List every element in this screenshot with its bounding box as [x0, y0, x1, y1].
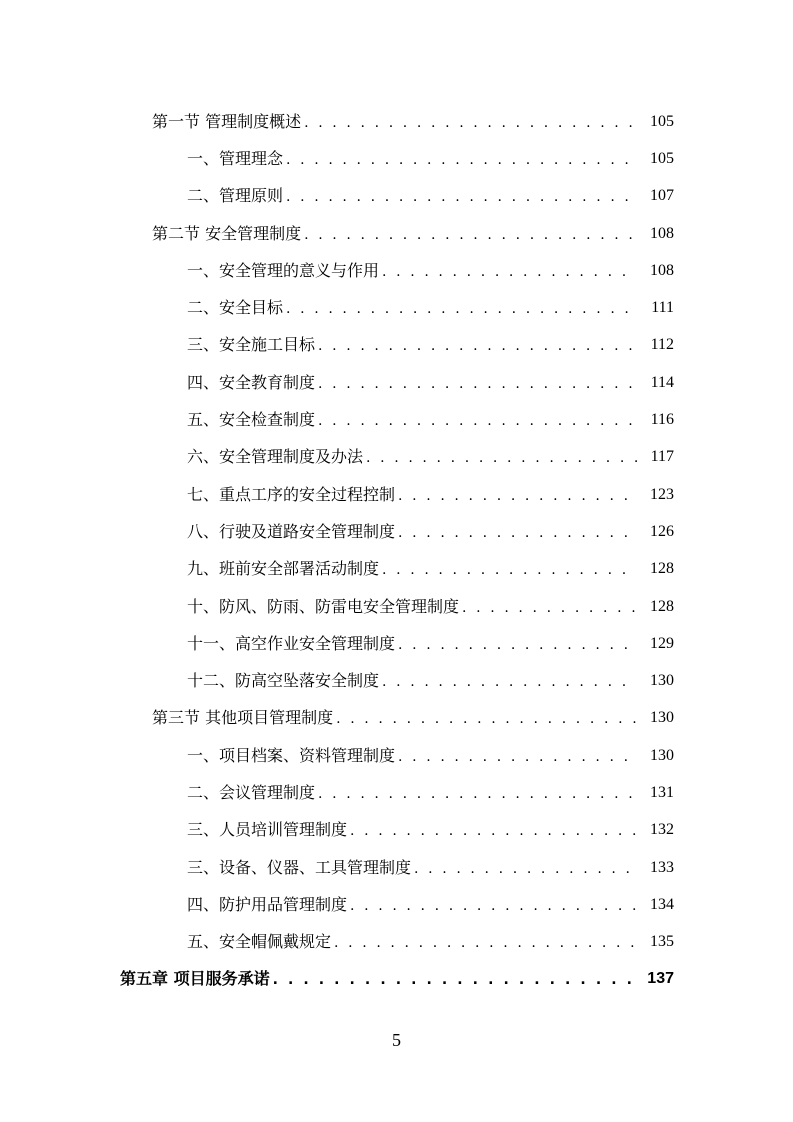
- toc-entry-title: 第一节 管理制度概述: [152, 111, 302, 131]
- toc-entry-title: 二、安全目标: [187, 298, 284, 318]
- dot-leader: [318, 374, 637, 394]
- toc-entry-page: 135: [650, 933, 674, 951]
- toc-entry-section[interactable]: [0, 215, 793, 252]
- toc-entry-title: 七、重点工序的安全过程控制: [187, 484, 396, 504]
- toc-entry-item[interactable]: [0, 551, 793, 588]
- dot-leader: [350, 821, 637, 841]
- toc-entry-item[interactable]: [0, 924, 793, 961]
- dot-leader: [286, 299, 637, 319]
- toc-entry-item[interactable]: [0, 625, 793, 662]
- dot-leader: [318, 336, 637, 356]
- toc-entry-title: 四、防护用品管理制度: [187, 894, 348, 914]
- toc-entry-page: 108: [650, 224, 674, 242]
- toc-entry-page: 130: [650, 672, 674, 690]
- toc-entry-chapter[interactable]: [0, 961, 793, 998]
- toc-entry-item[interactable]: [0, 439, 793, 476]
- toc-entry-page: 134: [650, 895, 674, 913]
- toc-entry-title: 第二节 安全管理制度: [152, 223, 302, 243]
- toc-entry-page: 129: [650, 634, 674, 652]
- toc-entry-title: 五、安全检查制度: [187, 410, 316, 430]
- toc-entry-page: 137: [647, 970, 674, 988]
- toc-entry-item[interactable]: [0, 737, 793, 774]
- toc-entry-item[interactable]: [0, 849, 793, 886]
- toc-entry-item[interactable]: [0, 252, 793, 289]
- toc-entry-title: 五、安全帽佩戴规定: [187, 932, 332, 952]
- dot-leader: [398, 747, 637, 767]
- toc-entry-page: 117: [650, 448, 674, 466]
- toc-entry-item[interactable]: [0, 178, 793, 215]
- toc-entry-page: 128: [650, 560, 674, 578]
- toc-entry-title: 六、安全管理制度及办法: [187, 447, 364, 467]
- dot-leader: [398, 486, 637, 506]
- toc-entry-section[interactable]: [0, 700, 793, 737]
- dot-leader: [366, 448, 637, 468]
- dot-leader: [318, 411, 637, 431]
- toc-entry-title: 三、安全施工目标: [187, 335, 316, 355]
- dot-leader: [414, 859, 637, 879]
- toc-entry-item[interactable]: [0, 513, 793, 550]
- toc-entry-item[interactable]: [0, 886, 793, 923]
- dot-leader: [336, 709, 637, 729]
- toc-entry-title: 十二、防高空坠落安全制度: [187, 671, 380, 691]
- toc-entry-item[interactable]: [0, 588, 793, 625]
- toc-entry-page: 116: [650, 411, 674, 429]
- toc-entry-title: 九、班前安全部署活动制度: [187, 559, 380, 579]
- toc-entry-item[interactable]: [0, 662, 793, 699]
- toc-entry-page: 130: [650, 709, 674, 727]
- dot-leader: [273, 970, 637, 990]
- toc-entry-page: 123: [650, 485, 674, 503]
- dot-leader: [334, 933, 637, 953]
- dot-leader: [382, 672, 637, 692]
- toc-entry-item[interactable]: [0, 364, 793, 401]
- dot-leader: [304, 225, 637, 245]
- toc-entry-title: 十一、高空作业安全管理制度: [187, 633, 396, 653]
- dot-leader: [398, 523, 637, 543]
- toc-entry-item[interactable]: [0, 476, 793, 513]
- toc-entry-item[interactable]: [0, 140, 793, 177]
- dot-leader: [382, 560, 637, 580]
- toc-entry-page: 114: [650, 373, 674, 391]
- toc-entry-page: 112: [650, 336, 674, 354]
- toc-entry-title: 第三节 其他项目管理制度: [152, 708, 334, 728]
- toc-entry-page: 108: [650, 261, 674, 279]
- toc-entry-title: 二、会议管理制度: [187, 782, 316, 802]
- toc-entry-page: 132: [650, 821, 674, 839]
- dot-leader: [382, 262, 637, 282]
- toc-entry-title: 二、管理原则: [187, 186, 284, 206]
- toc-entry-title: 一、管理理念: [187, 148, 284, 168]
- toc-entry-item[interactable]: [0, 812, 793, 849]
- toc-entry-title: 三、人员培训管理制度: [187, 820, 348, 840]
- toc-entry-item[interactable]: [0, 401, 793, 438]
- toc-entry-title: 第五章 项目服务承诺: [120, 969, 270, 989]
- toc-entry-page: 128: [650, 597, 674, 615]
- toc-entry-title: 一、安全管理的意义与作用: [187, 260, 380, 280]
- toc-entry-item[interactable]: [0, 327, 793, 364]
- toc-entry-item[interactable]: [0, 774, 793, 811]
- toc-entry-page: 130: [650, 746, 674, 764]
- dot-leader: [318, 784, 637, 804]
- table-of-contents: [0, 103, 793, 998]
- toc-entry-page: 111: [651, 299, 674, 317]
- toc-entry-page: 105: [650, 112, 674, 130]
- dot-leader: [286, 150, 637, 170]
- dot-leader: [304, 113, 637, 133]
- toc-entry-page: 133: [650, 858, 674, 876]
- dot-leader: [462, 598, 637, 618]
- toc-entry-title: 四、安全教育制度: [187, 372, 316, 392]
- toc-entry-section[interactable]: [0, 103, 793, 140]
- toc-entry-item[interactable]: [0, 289, 793, 326]
- dot-leader: [398, 635, 637, 655]
- toc-entry-title: 三、设备、仪器、工具管理制度: [187, 857, 412, 877]
- toc-entry-page: 131: [650, 783, 674, 801]
- toc-entry-page: 105: [650, 149, 674, 167]
- toc-entry-title: 八、行驶及道路安全管理制度: [187, 521, 396, 541]
- toc-entry-page: 107: [650, 187, 674, 205]
- toc-entry-page: 126: [650, 522, 674, 540]
- toc-entry-title: 一、项目档案、资料管理制度: [187, 745, 396, 765]
- dot-leader: [286, 187, 637, 207]
- toc-entry-title: 十、防风、防雨、防雷电安全管理制度: [187, 596, 460, 616]
- page-number: 5: [392, 1030, 401, 1050]
- dot-leader: [350, 896, 637, 916]
